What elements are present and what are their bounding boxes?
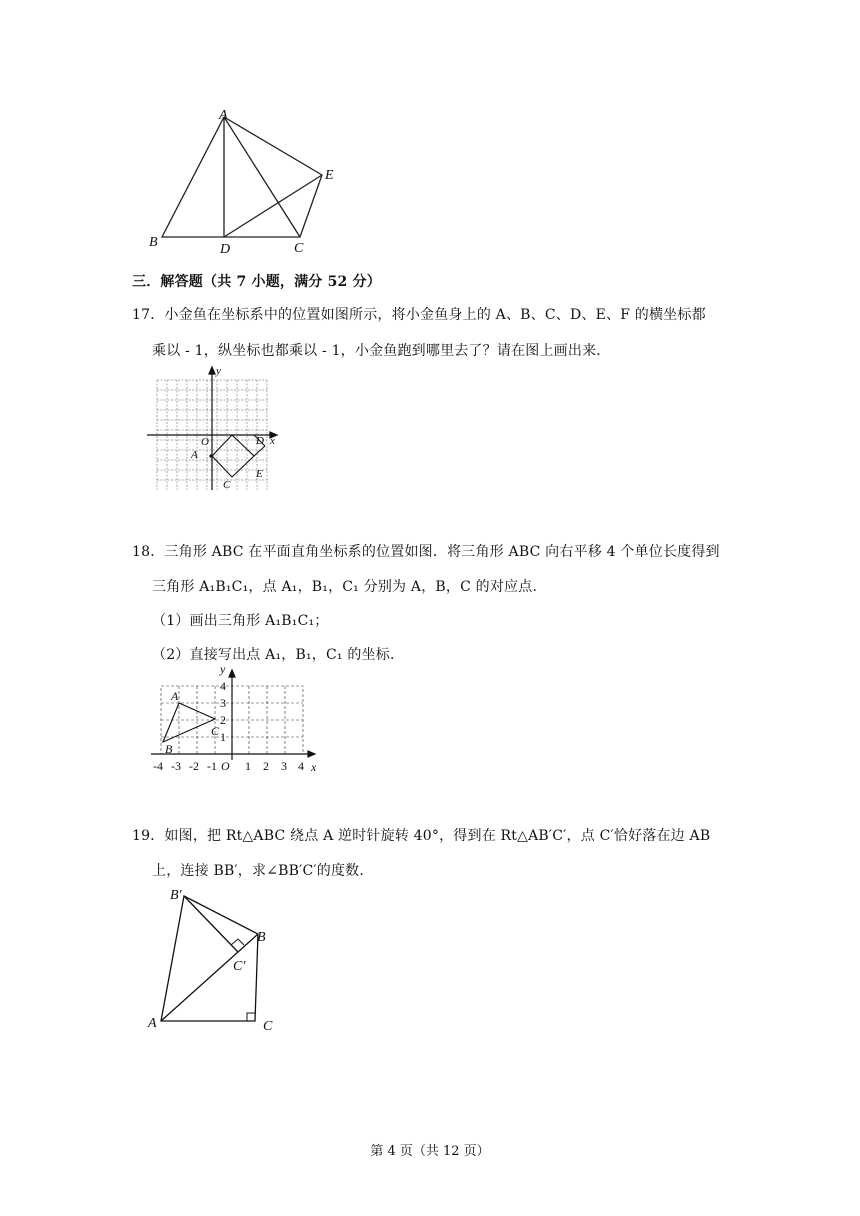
q17-coordinate-grid xyxy=(145,364,285,494)
label-A: A xyxy=(219,108,228,123)
q18-label-C: C xyxy=(211,724,220,738)
q18-label-A: A xyxy=(171,689,179,703)
q19-label-C: C xyxy=(263,1019,273,1034)
q18-origin-label: O xyxy=(221,759,230,773)
q17-origin-label: O xyxy=(201,436,209,448)
q18-label-B: B xyxy=(165,742,173,756)
label-D: D xyxy=(220,242,231,255)
q19-label-B: B xyxy=(257,930,266,945)
label-C: C xyxy=(294,241,304,255)
q18-xtick-neg1: -1 xyxy=(207,759,217,773)
q18-text-line1: 18．三角形 ABC 在平面直角坐标系的位置如图．将三角形 ABC 向右平移 4 个单位长度得到 xyxy=(132,544,720,560)
q18-axis-x-label: x xyxy=(311,760,317,774)
q18-ytick-1: 1 xyxy=(220,730,226,744)
q18-xtick-neg2: -2 xyxy=(189,759,199,773)
q18-xtick-3: 3 xyxy=(281,759,287,773)
q18-axis-y-label: y xyxy=(220,664,226,676)
q19-label-B-prime: B′ xyxy=(170,888,182,903)
q19-text-line2: 上，连接 BB′，求∠BB′C′的度数． xyxy=(152,863,374,879)
q18-xtick-2: 2 xyxy=(263,759,269,773)
label-E: E xyxy=(325,168,334,183)
q18-xtick-1: 1 xyxy=(245,759,251,773)
q17-label-C: C xyxy=(223,479,231,491)
q19-text-line1: 19．如图，把 Rt△ABC 绕点 A 逆时针旋转 40°，得到在 Rt△AB′C′，点 C′恰好落在边 AB xyxy=(132,828,711,844)
q18-xtick-4: 4 xyxy=(298,759,304,773)
q17-label-A: A xyxy=(191,449,198,461)
q17-text-line1: 17．小金鱼在坐标系中的位置如图所示，将小金鱼身上的 A、B、C、D、E、F 的横坐标都 xyxy=(132,307,706,323)
label-B: B xyxy=(149,235,158,250)
q18-xtick-neg4: -4 xyxy=(153,759,163,773)
q18-ytick-4: 4 xyxy=(220,679,226,693)
page-footer: 第 4 页（共 12 页） xyxy=(370,1144,490,1159)
q19-label-C-prime: C′ xyxy=(233,959,246,974)
q18-xtick-neg3: -3 xyxy=(171,759,181,773)
q18-text-line2: 三角形 A₁B₁C₁，点 A₁，B₁，C₁ 分别为 A，B，C 的对应点． xyxy=(152,579,547,595)
q17-label-D: D xyxy=(256,435,264,447)
q18-ytick-3: 3 xyxy=(220,696,226,710)
q19-label-A: A xyxy=(148,1016,157,1031)
q18-part2: （2）直接写出点 A₁，B₁，C₁ 的坐标． xyxy=(152,647,405,663)
q17-label-E: E xyxy=(256,468,263,480)
q18-part1: （1）画出三角形 A₁B₁C₁； xyxy=(152,613,329,629)
q17-text-line2: 乘以 - 1，纵坐标也都乘以 - 1，小金鱼跑到哪里去了？请在图上画出来． xyxy=(152,343,611,359)
geometry-figure-abcde xyxy=(140,105,350,255)
q19-rotation-figure xyxy=(140,882,300,1042)
q17-axis-y-label: y xyxy=(216,365,221,377)
q17-axis-x-label: x xyxy=(270,435,275,447)
section-heading: 三．解答题（共 7 小题，满分 52 分） xyxy=(132,274,381,290)
q18-ytick-2: 2 xyxy=(220,713,226,727)
q18-coordinate-grid xyxy=(145,664,335,779)
